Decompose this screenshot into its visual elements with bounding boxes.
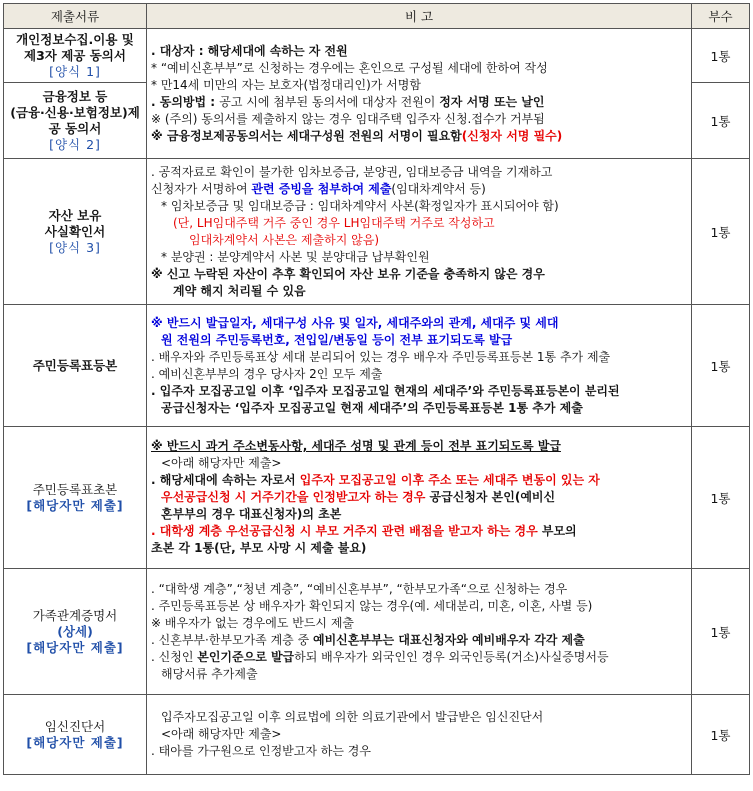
privacy-count: 1통 [692,29,750,83]
resident-count: 1통 [692,305,750,427]
table-row [4,569,750,695]
family-count: 1통 [692,569,750,695]
consent-remarks: . 대상자 : 해당세대에 속하는 자 전원 * “예비신혼부부”로 신청하는 경우에는 혼인으로 구성될 세대에 한하여 작성 * 만14세 미만의 자는 보호자(법정대리인)가 서명함 . 동의방법 : 공고 시에 첨부된 동의서에 대상자 전원이 정자 서명 또는 날인 ※ (주의) 동의서를 제출하지 않는 경우 임대주택 입주자 신청.접수가 거부됨 ※ 금융정보제공동의서는 세대구성원 전원의 서명이 필요함(신청자 서명 필수) [147,29,692,159]
header-remarks: 비 고 [147,4,692,29]
resident-abstract-doc: 주민등록표초본 [해당자만 제출] [4,427,147,569]
asset-remarks: . 공적자료로 확인이 불가한 임차보증금, 분양권, 임대보증금 내역을 기재하고 신청자가 서명하여 관련 증빙을 첨부하여 제출(임대차계약서 등) * 임차보증금 및 임대보증금 : 임대차계약서 사본(확정일자가 표시되어야 함) (단, LH임대주택 거주 중인 경우 LH임대주택 거주로 작성하고 임대차계약서 사본은 제출하지 않음) * 분양권 : 분양계약서 사본 및 분양대금 납부확인원 ※ 신고 누락된 자산이 추후 확인되어 자산 보유 기준을 충족하지 않은 경우 계약 해지 처리될 수 있음 [147,159,692,305]
table-row [4,695,750,775]
asset-confirmation-doc: 자산 보유 사실확인서 [양식 3] [4,159,147,305]
header-row [4,4,750,29]
pregnancy-count: 1통 [692,695,750,775]
table-row [4,159,750,305]
table-row [4,427,750,569]
table-row [4,305,750,427]
resident-register-doc: 주민등록표등본 [4,305,147,427]
resident-remarks: ※ 반드시 발급일자, 세대구성 사유 및 일자, 세대주와의 관계, 세대주 및 세대 원 전원의 주민등록번호, 전입일/변동일 등이 전부 표기되도록 발급 . 배우자와 주민등록표상 세대 분리되어 있는 경우 배우자 주민등록표등본 1통 추가 제출 . 예비신혼부부의 경우 당사자 2인 모두 제출 . 입주자 모집공고일 이후 ‘입주자 모집공고일 현재의 세대주’와 주민등록표등본이 분리된 공급신청자는 ‘입주자 모집공고일 현재 세대주’의 주민등록표등본 1통 추가 제출 [147,305,692,427]
privacy-consent-doc: 개인정보수집.이용 및 제3자 제공 동의서 [양식 1] [4,29,147,83]
family-remarks: . “대학생 계층”,“청년 계층”, “예비신혼부부”, “한부모가족“으로 신청하는 경우 . 주민등록표등본 상 배우자가 확인되지 않는 경우(예. 세대분리, 미혼, 이혼, 사별 등) ※ 배우자가 없는 경우에도 반드시 제출 . 신혼부부·한부모가족 계층 중 예비신혼부부는 대표신청자와 예비배우자 각각 제출 . 신청인 본인기준으로 발급하되 배우자가 외국인인 경우 외국인등록(거소)사실증명서등 해당서류 추가제출 [147,569,692,695]
form-note: [해당자만 제출] [26,734,124,750]
family-relation-doc: 가족관계증명서 (상세) [해당자만 제출] [4,569,147,695]
detail-link[interactable]: (상세) [57,623,93,639]
form-number: [양식 1] [49,63,101,79]
documents-table [3,3,750,775]
header-count: 부수 [692,4,750,29]
finance-count: 1통 [692,83,750,159]
finance-consent-doc: 금융정보 등 (금융·신용·보험정보)제 공 동의서 [양식 2] [4,83,147,159]
pregnancy-doc: 임신진단서 [해당자만 제출] [4,695,147,775]
table-row [4,29,750,83]
asset-count: 1통 [692,159,750,305]
abstract-count: 1통 [692,427,750,569]
form-note: [해당자만 제출] [26,497,124,513]
form-number: [양식 3] [49,239,101,255]
form-number: [양식 2] [49,136,101,152]
header-documents: 제출서류 [4,4,147,29]
pregnancy-remarks: 입주자모집공고일 이후 의료법에 의한 의료기관에서 발급받은 임신진단서 <아래 해당자만 제출> . 태아를 가구원으로 인정받고자 하는 경우 [147,695,692,775]
abstract-remarks: ※ 반드시 과거 주소변동사항, 세대주 성명 및 관계 등이 전부 표기되도록 발급 <아래 해당자만 제출> . 해당세대에 속하는 자로서 입주자 모집공고일 이후 주소 또는 세대주 변동이 있는 자 우선공급신청 시 거주기간을 인정받고자 하는 경우 공급신청자 본인(예비신 혼부부의 경우 대표신청자)의 초본 . 대학생 계층 우선공급신청 시 부모 거주지 관련 배점을 받고자 하는 경우 부모의 초본 각 1통(단, 부모 사망 시 제출 불요) [147,427,692,569]
form-note: [해당자만 제출] [26,639,124,655]
